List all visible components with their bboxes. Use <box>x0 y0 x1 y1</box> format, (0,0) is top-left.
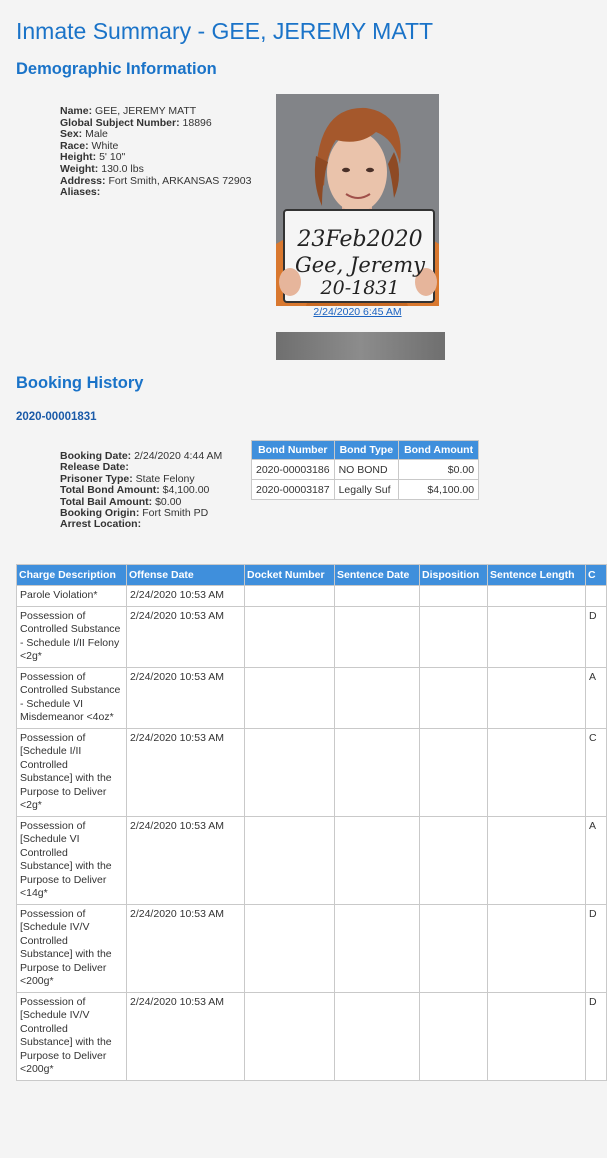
docket-number-cell <box>245 904 335 992</box>
sentence-date-cell <box>335 816 420 904</box>
sentence-date-header[interactable]: Sentence Date <box>335 565 420 586</box>
disposition-cell <box>420 816 488 904</box>
truncated-column-header[interactable]: C <box>586 565 607 586</box>
sentence-length-cell <box>488 586 586 607</box>
release-date-row: Release Date: <box>60 461 129 474</box>
offense-date-cell: 2/24/2020 10:53 AM <box>127 992 245 1080</box>
charge-description-cell: Possession of [Schedule VI Controlled Substance] with the Purpose to Deliver <14g* <box>17 816 127 904</box>
charge-description-header[interactable]: Charge Description <box>17 565 127 586</box>
charge-description-cell: Parole Violation* <box>17 586 127 607</box>
disposition-cell <box>420 728 488 816</box>
sentence-date-cell <box>335 606 420 667</box>
bond-number-header[interactable]: Bond Number <box>252 441 335 460</box>
sentence-date-cell <box>335 667 420 728</box>
charges-table <box>16 564 607 1081</box>
demographic-details <box>60 106 251 199</box>
disposition-header[interactable]: Disposition <box>420 565 488 586</box>
weight-row: Weight: 130.0 lbs <box>60 162 144 175</box>
sentence-length-cell <box>488 992 586 1080</box>
docket-number-cell <box>245 606 335 667</box>
truncated-cell: A <box>586 667 607 728</box>
offense-date-cell: 2/24/2020 10:53 AM <box>127 586 245 607</box>
photo-date-link[interactable]: 2/24/2020 6:45 AM <box>313 306 402 318</box>
truncated-cell: C <box>586 728 607 816</box>
booking-history-heading: Booking History <box>16 374 144 392</box>
docket-number-cell <box>245 586 335 607</box>
charge-description-cell: Possession of [Schedule IV/V Controlled Substance] with the Purpose to Deliver <200g* <box>17 904 127 992</box>
table-row <box>252 480 479 500</box>
sentence-length-cell <box>488 904 586 992</box>
booking-number: 2020-00001831 <box>16 411 97 423</box>
sign-line-2: Gee, Jeremy <box>294 253 426 277</box>
offense-date-header[interactable]: Offense Date <box>127 565 245 586</box>
sentence-length-cell <box>488 728 586 816</box>
secondary-photo-thumbnail[interactable] <box>276 332 445 360</box>
prisoner-type-row: Prisoner Type: State Felony <box>60 472 195 485</box>
table-row <box>17 586 607 607</box>
sentence-date-cell <box>335 992 420 1080</box>
mugshot-illustration <box>276 94 439 306</box>
table-row <box>17 728 607 816</box>
sex-value: Male <box>85 128 108 141</box>
sentence-length-header[interactable]: Sentence Length <box>488 565 586 586</box>
truncated-cell: D <box>586 606 607 667</box>
sentence-length-cell <box>488 606 586 667</box>
docket-number-cell <box>245 728 335 816</box>
disposition-cell <box>420 606 488 667</box>
truncated-cell: D <box>586 904 607 992</box>
bond-table-header <box>252 441 479 460</box>
bond-number-cell: 2020-00003186 <box>252 460 335 480</box>
truncated-cell: A <box>586 816 607 904</box>
sign-line-3: 20-1831 <box>320 277 400 299</box>
sentence-length-cell <box>488 667 586 728</box>
sentence-date-cell <box>335 728 420 816</box>
name-row: Name: GEE, JEREMY MATT <box>60 105 197 117</box>
table-row <box>17 904 607 992</box>
booking-details <box>60 451 222 531</box>
bond-type-cell: NO BOND <box>334 460 398 480</box>
disposition-cell <box>420 992 488 1080</box>
race-value: White <box>91 139 119 152</box>
bond-amount-cell: $0.00 <box>399 460 479 480</box>
offense-date-cell: 2/24/2020 10:53 AM <box>127 904 245 992</box>
charge-description-cell: Possession of [Schedule IV/V Controlled Substance] with the Purpose to Deliver <200g* <box>17 992 127 1080</box>
docket-number-cell <box>245 816 335 904</box>
address-value: Fort Smith, ARKANSAS 72903 <box>108 174 252 187</box>
weight-value: 130.0 lbs <box>101 162 144 175</box>
sign-line-1: 23Feb2020 <box>297 227 423 252</box>
charge-description-cell: Possession of [Schedule I/II Controlled Substance] with the Purpose to Deliver <2g* <box>17 728 127 816</box>
bond-number-cell: 2020-00003187 <box>252 480 335 500</box>
height-row: Height: 5' 10" <box>60 151 126 164</box>
table-row <box>17 992 607 1080</box>
disposition-cell <box>420 667 488 728</box>
charge-description-cell: Possession of Controlled Substance - Schedule I/II Felony <2g* <box>17 606 127 667</box>
page-title: Inmate Summary - GEE, JEREMY MATT <box>16 18 434 44</box>
bond-table <box>251 440 479 500</box>
demographic-heading: Demographic Information <box>16 60 217 78</box>
gsn-row: Global Subject Number: 18896 <box>60 116 212 129</box>
name-value: GEE, JEREMY MATT <box>95 105 197 117</box>
sex-row: Sex: Male <box>60 128 108 141</box>
sentence-date-cell <box>335 904 420 992</box>
offense-date-cell: 2/24/2020 10:53 AM <box>127 728 245 816</box>
table-row <box>17 816 607 904</box>
bond-amount-header[interactable]: Bond Amount <box>399 441 479 460</box>
docket-number-cell <box>245 992 335 1080</box>
disposition-cell <box>420 586 488 607</box>
disposition-cell <box>420 904 488 992</box>
offense-date-cell: 2/24/2020 10:53 AM <box>127 667 245 728</box>
address-row: Address: Fort Smith, ARKANSAS 72903 <box>60 174 252 187</box>
aliases-row: Aliases: <box>60 186 101 199</box>
total-bail-row: Total Bail Amount: $0.00 <box>60 495 182 508</box>
gsn-value: 18896 <box>182 116 212 129</box>
truncated-cell: D <box>586 992 607 1080</box>
mugshot-photo[interactable] <box>276 94 439 306</box>
truncated-cell <box>586 586 607 607</box>
booking-date-row: Booking Date: 2/24/2020 4:44 AM <box>60 450 223 462</box>
offense-date-cell: 2/24/2020 10:53 AM <box>127 816 245 904</box>
race-row: Race: White <box>60 139 119 152</box>
charge-description-cell: Possession of Controlled Substance - Schedule VI Misdemeanor <4oz* <box>17 667 127 728</box>
table-row <box>17 606 607 667</box>
booking-origin-row: Booking Origin: Fort Smith PD <box>60 507 209 520</box>
sentence-length-cell <box>488 816 586 904</box>
bond-type-cell: Legally Suf <box>334 480 398 500</box>
offense-date-cell: 2/24/2020 10:53 AM <box>127 606 245 667</box>
docket-number-cell <box>245 667 335 728</box>
table-row <box>17 667 607 728</box>
docket-number-header[interactable]: Docket Number <box>245 565 335 586</box>
bond-amount-cell: $4,100.00 <box>399 480 479 500</box>
sentence-date-cell <box>335 586 420 607</box>
bond-type-header[interactable]: Bond Type <box>334 441 398 460</box>
height-value: 5' 10" <box>99 151 126 164</box>
table-row <box>252 460 479 480</box>
arrest-location-row: Arrest Location: <box>60 518 142 531</box>
charges-table-header <box>17 565 607 586</box>
total-bond-row: Total Bond Amount: $4,100.00 <box>60 484 210 497</box>
